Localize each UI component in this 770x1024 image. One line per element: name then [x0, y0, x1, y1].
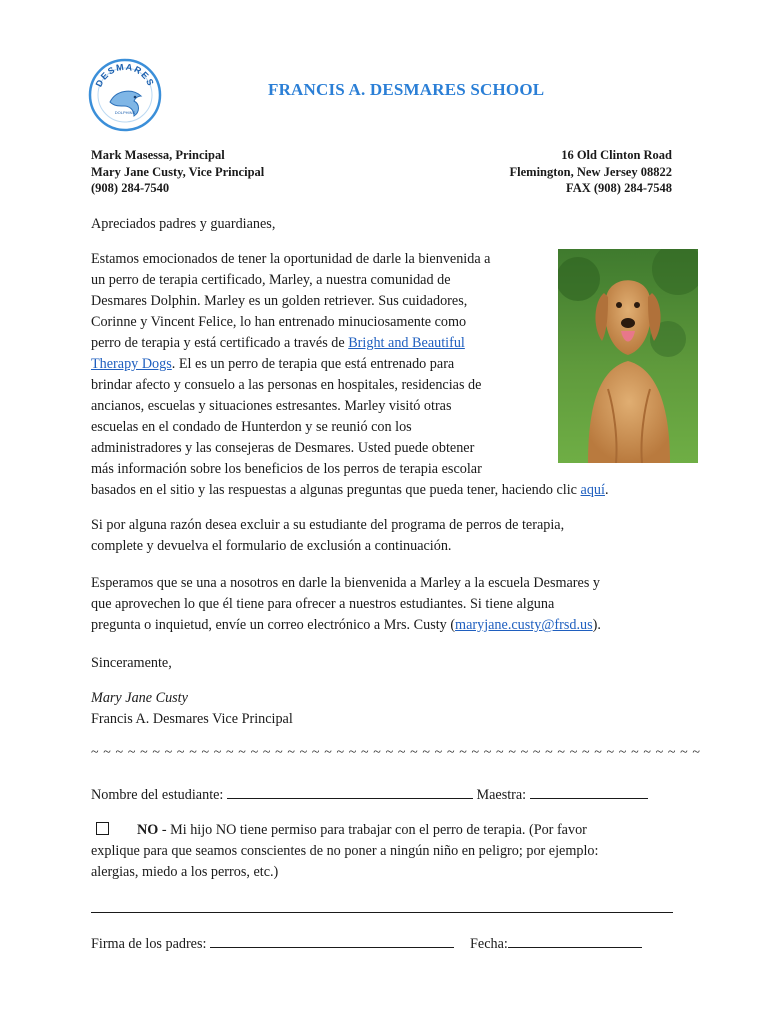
student-name-field[interactable]	[227, 784, 473, 799]
cut-line-separator: ~ ~ ~ ~ ~ ~ ~ ~ ~ ~ ~ ~ ~ ~ ~ ~ ~ ~ ~ ~ ~ ~ ~ ~ ~ ~ ~ ~ ~ ~ ~ ~ ~ ~ ~ ~ ~ ~ ~ ~ ~ ~ ~ ~ ~ ~ ~ ~ ~ ~	[91, 745, 701, 760]
intro-paragraph	[91, 249, 681, 501]
greeting: Apreciados padres y guardianes,	[91, 216, 276, 232]
intro-line: un perro de terapia certificado, Marley, a nuestra comunidad de	[91, 272, 451, 288]
paragraph-line	[91, 615, 601, 636]
explanation-field[interactable]	[91, 912, 673, 913]
opt-out-checkbox[interactable]	[96, 822, 109, 835]
opt-out-no: NO	[137, 822, 159, 838]
closing: Sinceramente,	[91, 655, 172, 671]
therapy-dogs-link[interactable]: Therapy Dogs	[91, 356, 172, 372]
aqui-link[interactable]: aquí	[580, 482, 605, 498]
intro-line: administradores y las consejeras de Desmares. Usted puede obtener	[91, 440, 475, 456]
paragraph-text: ).	[592, 617, 601, 633]
intro-line: Desmares Dolphin. Marley es un golden retriever. Sus cuidadores,	[91, 293, 468, 309]
teacher-label: Maestra:	[472, 787, 530, 803]
staff-contact-block	[91, 147, 264, 197]
opt-out-line: explique para que seamos conscientes de no poner a ningún niño en peligro; por ejemplo:	[91, 843, 599, 859]
school-logo	[88, 58, 162, 132]
paragraph-line: que aprovechen lo que él tiene para ofrecer a nuestros estudiantes. Si tiene alguna	[91, 596, 555, 612]
date-field[interactable]	[508, 933, 642, 948]
paragraph-line: Esperamos que se una a nosotros en darle la bienvenida a Marley a la escuela Desmares y	[91, 575, 600, 591]
bright-beautiful-link[interactable]: Bright and Beautiful	[348, 335, 465, 351]
intro-line: Estamos emocionados de tener la oportunidad de darle la bienvenida a	[91, 251, 491, 267]
student-info-row	[91, 784, 648, 806]
logo-text: DESMARES	[93, 61, 157, 89]
intro-line	[91, 354, 681, 375]
intro-line: escuelas en el condado de Hunterdon y se reunió con los	[91, 419, 412, 435]
phone-number: (908) 284-7540	[91, 181, 170, 195]
paragraph-line: Si por alguna razón desea excluir a su estudiante del programa de perros de terapia,	[91, 517, 565, 533]
fax-number: FAX (908) 284-7548	[566, 181, 672, 195]
date-label: Fecha:	[470, 936, 508, 952]
parent-signature-field[interactable]	[210, 933, 454, 948]
intro-line	[91, 480, 681, 501]
intro-text: perro de terapia y está certificado a través de	[91, 335, 349, 351]
parent-signature-label: Firma de los padres:	[91, 936, 210, 952]
parent-signature-row	[91, 933, 642, 955]
opt-out-text: - Mi hijo NO tiene permiso para trabajar con el perro de terapia. (Por favor	[158, 822, 587, 838]
signature-title: Francis A. Desmares Vice Principal	[91, 711, 293, 727]
logo-subtext: DOLPHINS	[114, 110, 136, 115]
intro-line	[91, 333, 681, 354]
opt-out-option	[91, 820, 681, 883]
opt-out-paragraph	[91, 515, 564, 557]
school-title: FRANCIS A. DESMARES SCHOOL	[268, 80, 545, 99]
intro-line: brindar afecto y consuelo a las personas en hospitales, residencias de	[91, 377, 482, 393]
opt-out-line	[91, 820, 681, 841]
teacher-field[interactable]	[530, 784, 648, 799]
intro-line: Corinne y Vincent Felice, lo han entrenado minuciosamente como	[91, 314, 467, 330]
paragraph-text: pregunta o inquietud, envíe un correo electrónico a Mrs. Custy (	[91, 617, 456, 633]
opt-out-line: alergias, miedo a los perros, etc.)	[91, 864, 279, 880]
principal-name: Mark Masessa, Principal	[91, 148, 225, 162]
intro-text: .	[604, 482, 609, 498]
welcome-paragraph	[91, 573, 601, 636]
student-name-label: Nombre del estudiante:	[91, 787, 227, 803]
signature-name: Mary Jane Custy	[91, 690, 188, 706]
address-line-2: Flemington, New Jersey 08822	[509, 164, 672, 179]
paragraph-line: complete y devuelva el formulario de exclusión a continuación.	[91, 538, 452, 554]
intro-text: basados en el sitio y las respuestas a algunas preguntas que pueda tener, haciendo clic	[91, 482, 581, 498]
vice-principal-name: Mary Jane Custy, Vice Principal	[91, 164, 265, 179]
address-line-1: 16 Old Clinton Road	[561, 148, 672, 162]
intro-line: ancianos, escuelas y situaciones estresantes. Marley visitó otras	[91, 398, 452, 414]
email-link[interactable]: maryjane.custy@frsd.us	[455, 617, 593, 633]
intro-text: . El es un perro de terapia que está entrenado para	[171, 356, 455, 372]
intro-line: más información sobre los beneficios de los perros de terapia escolar	[91, 461, 482, 477]
address-block	[510, 147, 672, 197]
